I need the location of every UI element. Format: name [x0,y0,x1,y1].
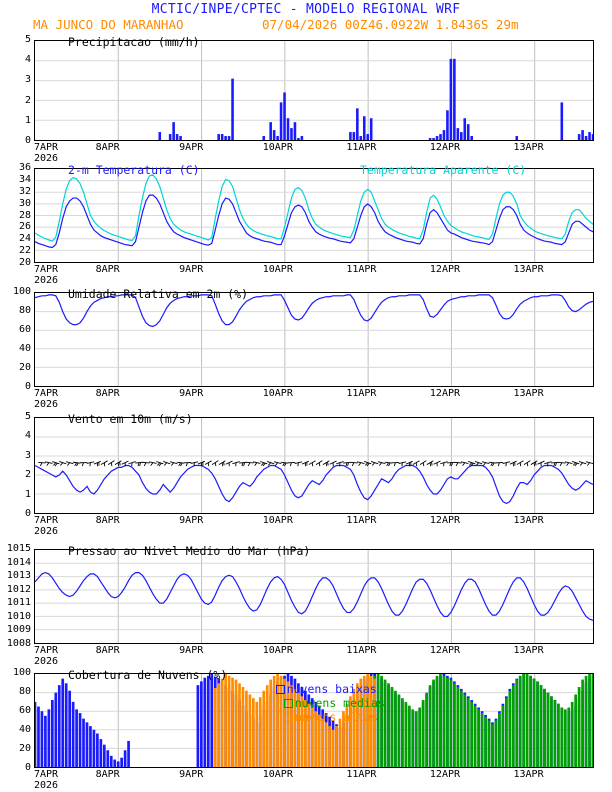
x-tick-label: 7APR [34,515,59,526]
chart-pressure [34,549,594,644]
x-tick-label: 12APR [429,142,461,153]
y-tick-label: 60 [18,705,31,716]
x-axis-year: 2026 [34,780,59,791]
legend-high-clouds [284,710,378,724]
x-tick-label: 9APR [179,264,204,275]
x-tick-label: 10APR [262,645,293,656]
y-tick-label: 100 [12,667,31,678]
y-tick-label: 5 [24,411,31,422]
y-tick-label: 1 [24,488,31,500]
run-date: 07/04/2026 00Z [262,17,368,32]
y-tick-label: 1014 [6,556,31,568]
x-tick-label: 10APR [262,769,293,780]
chart-temperature [34,168,594,263]
y-tick-label: 1015 [6,543,31,554]
x-axis-year: 2026 [34,656,59,667]
page-title: MCTIC/INPE/CPTEC - MODELO REGIONAL WRF [151,2,461,17]
chart-title-wind: Vento em 10m (m/s) [68,412,193,426]
legend-swatch-low [276,685,285,694]
y-tick-label: 0 [24,508,31,519]
x-axis-year: 2026 [34,526,59,537]
y-tick-label: 30 [18,197,31,209]
y-tick-label: 34 [18,173,31,185]
y-tick-label: 4 [24,54,31,66]
y-tick-label: 1009 [6,624,31,636]
y-tick-label: 100 [12,286,31,297]
x-tick-label: 12APR [429,645,461,656]
x-axis-year: 2026 [34,275,59,286]
x-tick-label: 10APR [262,515,293,526]
x-tick-label: 11APR [346,769,377,780]
y-tick-label: 28 [18,209,31,221]
x-axis-year: 2026 [34,399,59,410]
y-tick-label: 2 [24,94,31,106]
x-tick-label: 10APR [262,142,293,153]
y-tick-label: 5 [24,34,31,45]
x-tick-label: 8APR [95,645,120,656]
y-tick-label: 1013 [6,570,31,582]
chart-title-apparent-temperature: Temperatura Aparente (C) [360,163,527,177]
coordinates: 46.0922W 1.8436S 29m [368,17,519,32]
x-tick-label: 13APR [513,264,544,275]
y-tick-label: 24 [18,233,31,245]
x-tick-label: 9APR [179,142,204,153]
y-tick-label: 3 [24,74,31,86]
y-tick-label: 0 [24,381,31,392]
x-tick-label: 10APR [262,264,293,275]
x-tick-label: 7APR [34,769,59,780]
y-tick-label: 1 [24,114,31,126]
y-tick-label: 36 [18,162,31,173]
chart-title-precipitation: Precipitacao (mm/h) [68,35,200,49]
chart-humidity [34,292,594,387]
y-tick-label: 0 [24,762,31,773]
x-tick-label: 11APR [346,645,377,656]
x-tick-label: 8APR [95,388,120,399]
x-tick-label: 13APR [513,388,544,399]
x-tick-label: 9APR [179,388,204,399]
y-tick-label: 80 [18,305,31,316]
y-tick-label: 32 [18,185,31,197]
x-tick-label: 9APR [179,645,204,656]
y-tick-label: 1010 [6,610,31,622]
subtitle-row [0,17,612,31]
legend-label-high: nuvens altas [294,710,378,724]
y-tick-label: 1008 [6,638,31,649]
legend-mid-clouds [284,696,385,710]
chart-precipitation [34,40,594,141]
chart-wind [34,417,594,514]
x-tick-label: 12APR [429,388,461,399]
y-tick-label: 4 [24,430,31,442]
y-tick-label: 20 [18,362,31,373]
y-tick-label: 1011 [6,597,31,609]
y-tick-label: 0 [24,135,31,146]
x-tick-label: 12APR [429,264,461,275]
x-tick-label: 9APR [179,769,204,780]
legend-swatch-mid [284,699,293,708]
x-tick-label: 13APR [513,645,544,656]
y-tick-label: 20 [18,743,31,754]
x-tick-label: 7APR [34,645,59,656]
x-axis-year: 2026 [34,153,59,164]
x-tick-label: 7APR [34,388,59,399]
y-tick-label: 80 [18,686,31,697]
station-name: MA JUNCO DO MARANHAO [33,17,184,32]
x-tick-label: 13APR [513,769,544,780]
chart-title-pressure: Pressao ao Nivel Medio do Mar (hPa) [68,544,311,558]
y-tick-label: 40 [18,343,31,354]
x-tick-label: 8APR [95,264,120,275]
x-tick-label: 11APR [346,142,377,153]
chart-title-cloud-cover: Cobertura de Nuvens (%) [68,668,228,682]
chart-title-temperature: 2-m Temperatura (C) [68,163,200,177]
y-tick-label: 1012 [6,583,31,595]
x-tick-label: 8APR [95,142,120,153]
y-tick-label: 22 [18,245,31,257]
legend-low-clouds [276,682,377,696]
x-tick-label: 11APR [346,515,377,526]
y-tick-label: 60 [18,324,31,335]
y-tick-label: 3 [24,449,31,461]
x-tick-label: 9APR [179,515,204,526]
x-tick-label: 11APR [346,388,377,399]
x-tick-label: 11APR [346,264,377,275]
y-tick-label: 26 [18,221,31,233]
y-tick-label: 40 [18,724,31,735]
y-tick-label: 2 [24,469,31,481]
cloud-legend [248,668,385,738]
x-tick-label: 8APR [95,769,120,780]
y-tick-label: 20 [18,257,31,268]
x-tick-label: 7APR [34,264,59,275]
legend-label-mid: nuvens medias [294,696,385,710]
x-tick-label: 12APR [429,515,461,526]
x-tick-label: 12APR [429,769,461,780]
legend-label-low: nuvens baixas [286,682,377,696]
x-tick-label: 8APR [95,515,120,526]
chart-title-humidity: Umidade Relativa em 2m (%) [68,287,249,301]
x-tick-label: 10APR [262,388,293,399]
legend-swatch-high [284,713,293,722]
x-tick-label: 7APR [34,142,59,153]
x-tick-label: 13APR [513,142,544,153]
x-tick-label: 13APR [513,515,544,526]
